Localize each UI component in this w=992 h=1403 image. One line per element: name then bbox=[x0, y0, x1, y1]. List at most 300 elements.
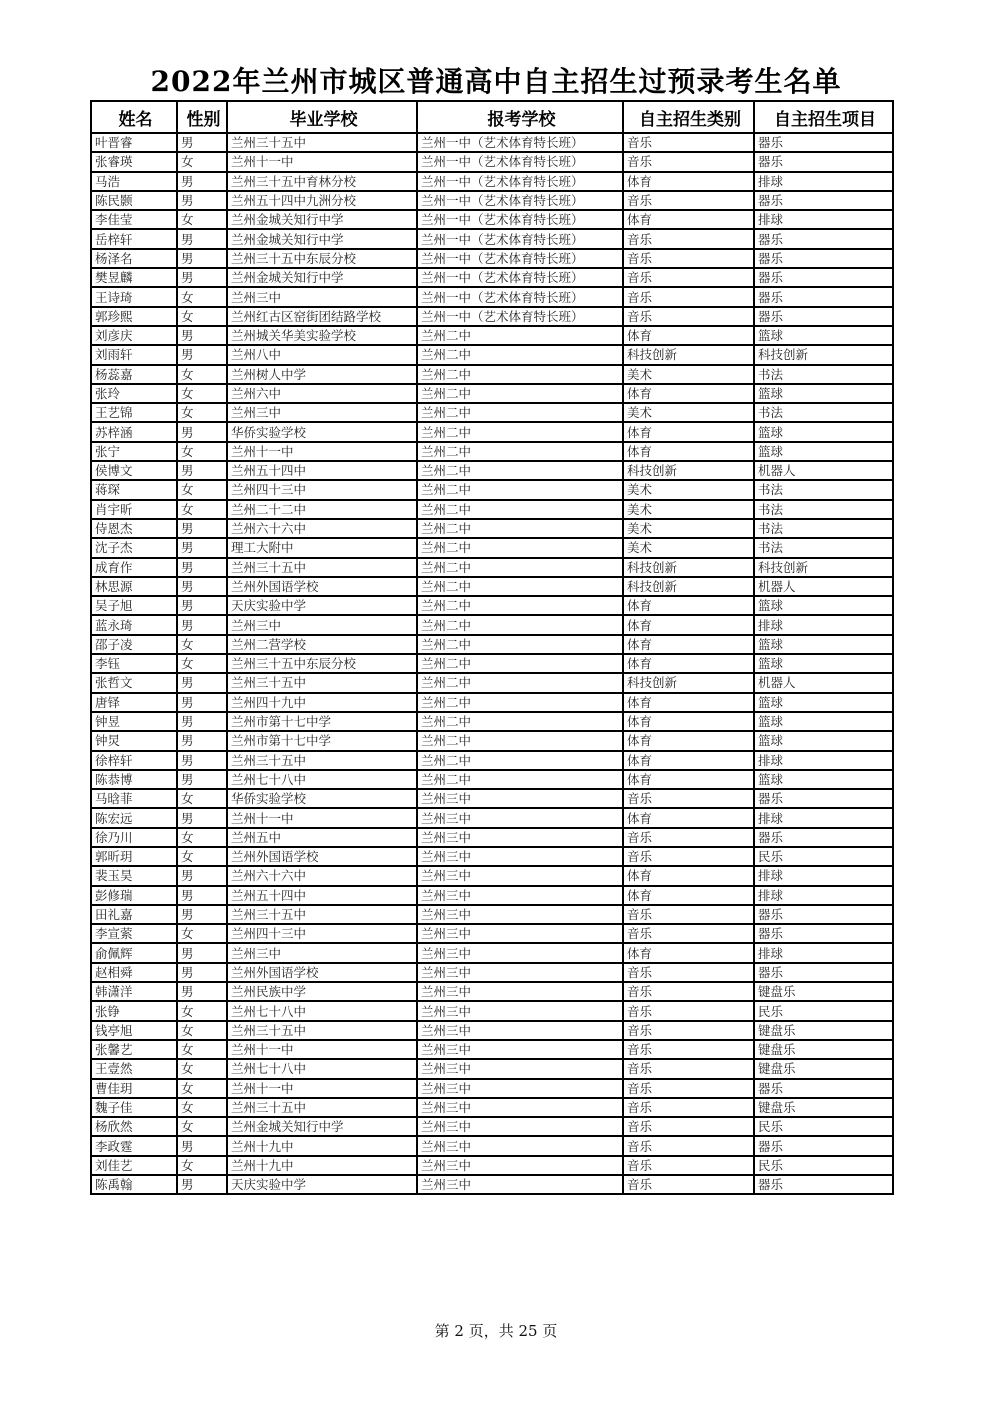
cell-graduate-school: 兰州八中 bbox=[227, 345, 417, 364]
cell-graduate-school: 兰州五十四中 bbox=[227, 461, 417, 480]
cell-gender: 男 bbox=[177, 693, 227, 712]
cell-applied-school: 兰州三中 bbox=[417, 1175, 623, 1194]
table-row bbox=[91, 866, 893, 885]
cell-name: 李宣萦 bbox=[91, 924, 177, 943]
cell-graduate-school: 兰州三十五中东辰分校 bbox=[227, 654, 417, 673]
cell-category: 体育 bbox=[623, 172, 754, 191]
cell-project: 排球 bbox=[754, 615, 893, 634]
cell-project: 器乐 bbox=[754, 1175, 893, 1194]
cell-name: 钟昱 bbox=[91, 712, 177, 731]
cell-graduate-school: 兰州十一中 bbox=[227, 442, 417, 461]
cell-project: 机器人 bbox=[754, 673, 893, 692]
cell-graduate-school: 兰州七十八中 bbox=[227, 1001, 417, 1020]
cell-gender: 男 bbox=[177, 133, 227, 152]
table-row bbox=[91, 461, 893, 480]
table-row bbox=[91, 1059, 893, 1078]
cell-name: 沈子杰 bbox=[91, 538, 177, 557]
cell-graduate-school: 兰州二营学校 bbox=[227, 635, 417, 654]
cell-applied-school: 兰州三中 bbox=[417, 847, 623, 866]
cell-category: 音乐 bbox=[623, 982, 754, 1001]
cell-graduate-school: 兰州三十五中 bbox=[227, 751, 417, 770]
cell-applied-school: 兰州一中（艺术体育特长班） bbox=[417, 152, 623, 171]
table-row bbox=[91, 442, 893, 461]
cell-name: 张宁 bbox=[91, 442, 177, 461]
cell-name: 蒋琛 bbox=[91, 480, 177, 499]
cell-gender: 女 bbox=[177, 828, 227, 847]
cell-name: 王诗琦 bbox=[91, 287, 177, 306]
cell-gender: 男 bbox=[177, 326, 227, 345]
cell-project: 器乐 bbox=[754, 1136, 893, 1155]
cell-project: 排球 bbox=[754, 751, 893, 770]
cell-name: 蓝永琦 bbox=[91, 615, 177, 634]
table-row bbox=[91, 905, 893, 924]
cell-category: 音乐 bbox=[623, 789, 754, 808]
cell-graduate-school: 兰州三中 bbox=[227, 943, 417, 962]
cell-name: 李钰 bbox=[91, 654, 177, 673]
cell-applied-school: 兰州二中 bbox=[417, 384, 623, 403]
cell-category: 美术 bbox=[623, 403, 754, 422]
table-row bbox=[91, 384, 893, 403]
cell-gender: 男 bbox=[177, 422, 227, 441]
table-row bbox=[91, 886, 893, 905]
cell-category: 音乐 bbox=[623, 268, 754, 287]
cell-applied-school: 兰州三中 bbox=[417, 1001, 623, 1020]
cell-category: 美术 bbox=[623, 500, 754, 519]
cell-applied-school: 兰州一中（艺术体育特长班） bbox=[417, 133, 623, 152]
cell-gender: 男 bbox=[177, 577, 227, 596]
cell-category: 音乐 bbox=[623, 1059, 754, 1078]
cell-category: 音乐 bbox=[623, 1021, 754, 1040]
cell-category: 音乐 bbox=[623, 1117, 754, 1136]
cell-graduate-school: 兰州十一中 bbox=[227, 152, 417, 171]
header-gender: 性别 bbox=[177, 101, 227, 133]
cell-gender: 男 bbox=[177, 982, 227, 1001]
cell-applied-school: 兰州二中 bbox=[417, 693, 623, 712]
cell-gender: 男 bbox=[177, 943, 227, 962]
cell-category: 音乐 bbox=[623, 152, 754, 171]
table-row bbox=[91, 1001, 893, 1020]
cell-graduate-school: 兰州十一中 bbox=[227, 808, 417, 827]
cell-category: 体育 bbox=[623, 635, 754, 654]
cell-project: 书法 bbox=[754, 365, 893, 384]
cell-graduate-school: 华侨实验学校 bbox=[227, 789, 417, 808]
cell-applied-school: 兰州三中 bbox=[417, 1098, 623, 1117]
cell-gender: 女 bbox=[177, 307, 227, 326]
cell-applied-school: 兰州二中 bbox=[417, 654, 623, 673]
cell-applied-school: 兰州二中 bbox=[417, 500, 623, 519]
cell-graduate-school: 兰州城关华美实验学校 bbox=[227, 326, 417, 345]
cell-project: 篮球 bbox=[754, 596, 893, 615]
cell-applied-school: 兰州三中 bbox=[417, 866, 623, 885]
cell-graduate-school: 兰州金城关知行中学 bbox=[227, 1117, 417, 1136]
cell-gender: 女 bbox=[177, 789, 227, 808]
table-row bbox=[91, 345, 893, 364]
cell-gender: 女 bbox=[177, 287, 227, 306]
cell-name: 彭修瑞 bbox=[91, 886, 177, 905]
cell-graduate-school: 兰州外国语学校 bbox=[227, 963, 417, 982]
cell-graduate-school: 兰州十九中 bbox=[227, 1136, 417, 1155]
cell-category: 音乐 bbox=[623, 924, 754, 943]
table-row bbox=[91, 172, 893, 191]
cell-gender: 男 bbox=[177, 963, 227, 982]
cell-applied-school: 兰州二中 bbox=[417, 558, 623, 577]
cell-applied-school: 兰州二中 bbox=[417, 422, 623, 441]
cell-applied-school: 兰州三中 bbox=[417, 1156, 623, 1175]
cell-name: 韩潇洋 bbox=[91, 982, 177, 1001]
table-row bbox=[91, 596, 893, 615]
cell-gender: 女 bbox=[177, 1021, 227, 1040]
cell-name: 陈宏远 bbox=[91, 808, 177, 827]
table-row bbox=[91, 403, 893, 422]
cell-name: 魏子佳 bbox=[91, 1098, 177, 1117]
cell-applied-school: 兰州一中（艺术体育特长班） bbox=[417, 307, 623, 326]
cell-category: 科技创新 bbox=[623, 577, 754, 596]
table-row bbox=[91, 210, 893, 229]
cell-project: 书法 bbox=[754, 519, 893, 538]
cell-category: 音乐 bbox=[623, 1156, 754, 1175]
cell-gender: 男 bbox=[177, 615, 227, 634]
cell-project: 器乐 bbox=[754, 789, 893, 808]
cell-gender: 男 bbox=[177, 229, 227, 248]
cell-gender: 男 bbox=[177, 519, 227, 538]
cell-graduate-school: 兰州五中 bbox=[227, 828, 417, 847]
cell-graduate-school: 兰州三十五中 bbox=[227, 1098, 417, 1117]
cell-project: 键盘乐 bbox=[754, 1021, 893, 1040]
cell-graduate-school: 兰州三中 bbox=[227, 615, 417, 634]
cell-applied-school: 兰州三中 bbox=[417, 1040, 623, 1059]
cell-applied-school: 兰州二中 bbox=[417, 538, 623, 557]
cell-graduate-school: 兰州十九中 bbox=[227, 1156, 417, 1175]
table-row bbox=[91, 828, 893, 847]
cell-graduate-school: 兰州四十三中 bbox=[227, 924, 417, 943]
cell-project: 篮球 bbox=[754, 712, 893, 731]
cell-graduate-school: 兰州六中 bbox=[227, 384, 417, 403]
cell-category: 体育 bbox=[623, 808, 754, 827]
cell-category: 科技创新 bbox=[623, 345, 754, 364]
cell-name: 马浩 bbox=[91, 172, 177, 191]
table-row bbox=[91, 1175, 893, 1194]
cell-applied-school: 兰州二中 bbox=[417, 635, 623, 654]
cell-name: 苏梓涵 bbox=[91, 422, 177, 441]
cell-name: 林思源 bbox=[91, 577, 177, 596]
cell-name: 田礼嘉 bbox=[91, 905, 177, 924]
cell-project: 器乐 bbox=[754, 133, 893, 152]
cell-project: 器乐 bbox=[754, 963, 893, 982]
cell-name: 李佳莹 bbox=[91, 210, 177, 229]
cell-gender: 男 bbox=[177, 712, 227, 731]
cell-category: 美术 bbox=[623, 538, 754, 557]
table-row bbox=[91, 789, 893, 808]
cell-gender: 男 bbox=[177, 731, 227, 750]
cell-name: 陈禹翰 bbox=[91, 1175, 177, 1194]
table-row bbox=[91, 538, 893, 557]
cell-applied-school: 兰州二中 bbox=[417, 673, 623, 692]
cell-graduate-school: 兰州十一中 bbox=[227, 1079, 417, 1098]
table-row bbox=[91, 847, 893, 866]
cell-category: 体育 bbox=[623, 886, 754, 905]
cell-applied-school: 兰州一中（艺术体育特长班） bbox=[417, 268, 623, 287]
header-project: 自主招生项目 bbox=[754, 101, 893, 133]
cell-name: 唐铎 bbox=[91, 693, 177, 712]
table-row bbox=[91, 422, 893, 441]
cell-graduate-school: 兰州树人中学 bbox=[227, 365, 417, 384]
cell-name: 徐乃川 bbox=[91, 828, 177, 847]
cell-gender: 男 bbox=[177, 1175, 227, 1194]
cell-gender: 男 bbox=[177, 866, 227, 885]
cell-project: 器乐 bbox=[754, 287, 893, 306]
cell-graduate-school: 兰州三十五中 bbox=[227, 133, 417, 152]
cell-applied-school: 兰州二中 bbox=[417, 751, 623, 770]
cell-graduate-school: 兰州三十五中 bbox=[227, 673, 417, 692]
cell-project: 键盘乐 bbox=[754, 982, 893, 1001]
cell-applied-school: 兰州三中 bbox=[417, 943, 623, 962]
cell-category: 体育 bbox=[623, 442, 754, 461]
table-row bbox=[91, 1079, 893, 1098]
cell-applied-school: 兰州二中 bbox=[417, 345, 623, 364]
table-row bbox=[91, 615, 893, 634]
cell-project: 书法 bbox=[754, 500, 893, 519]
table-row bbox=[91, 808, 893, 827]
table-row bbox=[91, 731, 893, 750]
cell-gender: 女 bbox=[177, 924, 227, 943]
cell-graduate-school: 兰州外国语学校 bbox=[227, 847, 417, 866]
cell-graduate-school: 兰州六十六中 bbox=[227, 866, 417, 885]
cell-gender: 男 bbox=[177, 461, 227, 480]
cell-applied-school: 兰州一中（艺术体育特长班） bbox=[417, 287, 623, 306]
cell-applied-school: 兰州二中 bbox=[417, 615, 623, 634]
cell-applied-school: 兰州二中 bbox=[417, 326, 623, 345]
cell-name: 钟炅 bbox=[91, 731, 177, 750]
cell-name: 王壹然 bbox=[91, 1059, 177, 1078]
cell-gender: 男 bbox=[177, 905, 227, 924]
cell-applied-school: 兰州二中 bbox=[417, 577, 623, 596]
cell-graduate-school: 兰州七十八中 bbox=[227, 1059, 417, 1078]
cell-project: 器乐 bbox=[754, 249, 893, 268]
table-row bbox=[91, 1156, 893, 1175]
cell-applied-school: 兰州一中（艺术体育特长班） bbox=[417, 210, 623, 229]
cell-project: 民乐 bbox=[754, 1117, 893, 1136]
cell-project: 排球 bbox=[754, 808, 893, 827]
cell-category: 体育 bbox=[623, 770, 754, 789]
cell-name: 张玲 bbox=[91, 384, 177, 403]
header-graduate-school: 毕业学校 bbox=[227, 101, 417, 133]
cell-category: 美术 bbox=[623, 480, 754, 499]
cell-project: 民乐 bbox=[754, 847, 893, 866]
table-row bbox=[91, 654, 893, 673]
cell-project: 器乐 bbox=[754, 307, 893, 326]
table-row bbox=[91, 751, 893, 770]
cell-name: 杨泽名 bbox=[91, 249, 177, 268]
table-row bbox=[91, 1021, 893, 1040]
cell-applied-school: 兰州三中 bbox=[417, 828, 623, 847]
cell-project: 器乐 bbox=[754, 905, 893, 924]
cell-category: 科技创新 bbox=[623, 673, 754, 692]
cell-project: 器乐 bbox=[754, 1079, 893, 1098]
cell-applied-school: 兰州三中 bbox=[417, 1059, 623, 1078]
cell-graduate-school: 兰州四十九中 bbox=[227, 693, 417, 712]
cell-graduate-school: 兰州民族中学 bbox=[227, 982, 417, 1001]
cell-applied-school: 兰州三中 bbox=[417, 1117, 623, 1136]
cell-name: 吴子旭 bbox=[91, 596, 177, 615]
cell-graduate-school: 天庆实验中学 bbox=[227, 1175, 417, 1194]
table-row bbox=[91, 1040, 893, 1059]
cell-project: 书法 bbox=[754, 538, 893, 557]
table-row bbox=[91, 365, 893, 384]
cell-project: 篮球 bbox=[754, 384, 893, 403]
cell-gender: 男 bbox=[177, 249, 227, 268]
cell-category: 音乐 bbox=[623, 307, 754, 326]
cell-applied-school: 兰州二中 bbox=[417, 480, 623, 499]
cell-graduate-school: 兰州三十五中育林分校 bbox=[227, 172, 417, 191]
table-row bbox=[91, 133, 893, 152]
cell-project: 排球 bbox=[754, 943, 893, 962]
cell-category: 体育 bbox=[623, 422, 754, 441]
cell-project: 器乐 bbox=[754, 229, 893, 248]
cell-gender: 女 bbox=[177, 480, 227, 499]
table-row bbox=[91, 287, 893, 306]
table-row bbox=[91, 191, 893, 210]
cell-applied-school: 兰州三中 bbox=[417, 982, 623, 1001]
cell-project: 民乐 bbox=[754, 1156, 893, 1175]
table-row bbox=[91, 693, 893, 712]
page-number: 第 2 页，共 25 页 bbox=[434, 1322, 558, 1340]
cell-graduate-school: 兰州五十四中 bbox=[227, 886, 417, 905]
cell-applied-school: 兰州二中 bbox=[417, 770, 623, 789]
cell-applied-school: 兰州二中 bbox=[417, 442, 623, 461]
header-applied-school: 报考学校 bbox=[417, 101, 623, 133]
cell-gender: 女 bbox=[177, 152, 227, 171]
cell-project: 排球 bbox=[754, 886, 893, 905]
cell-project: 篮球 bbox=[754, 326, 893, 345]
cell-name: 刘佳艺 bbox=[91, 1156, 177, 1175]
cell-project: 键盘乐 bbox=[754, 1040, 893, 1059]
cell-project: 排球 bbox=[754, 866, 893, 885]
cell-name: 曹佳玥 bbox=[91, 1079, 177, 1098]
cell-applied-school: 兰州三中 bbox=[417, 963, 623, 982]
cell-category: 体育 bbox=[623, 384, 754, 403]
cell-category: 体育 bbox=[623, 731, 754, 750]
table-row bbox=[91, 1136, 893, 1155]
cell-graduate-school: 兰州五十四中九洲分校 bbox=[227, 191, 417, 210]
cell-graduate-school: 兰州十一中 bbox=[227, 1040, 417, 1059]
cell-category: 音乐 bbox=[623, 1098, 754, 1117]
cell-category: 体育 bbox=[623, 326, 754, 345]
cell-project: 科技创新 bbox=[754, 345, 893, 364]
cell-gender: 女 bbox=[177, 635, 227, 654]
table-row bbox=[91, 229, 893, 248]
cell-graduate-school: 兰州四十三中 bbox=[227, 480, 417, 499]
cell-project: 篮球 bbox=[754, 731, 893, 750]
cell-graduate-school: 兰州七十八中 bbox=[227, 770, 417, 789]
cell-name: 岳梓轩 bbox=[91, 229, 177, 248]
cell-graduate-school: 兰州红古区窑街团结路学校 bbox=[227, 307, 417, 326]
cell-project: 器乐 bbox=[754, 191, 893, 210]
cell-applied-school: 兰州一中（艺术体育特长班） bbox=[417, 191, 623, 210]
header-category: 自主招生类别 bbox=[623, 101, 754, 133]
admission-list-table bbox=[90, 100, 894, 1195]
cell-name: 肖宇昕 bbox=[91, 500, 177, 519]
cell-gender: 男 bbox=[177, 808, 227, 827]
table-row bbox=[91, 326, 893, 345]
table-row bbox=[91, 268, 893, 287]
cell-category: 体育 bbox=[623, 712, 754, 731]
cell-project: 篮球 bbox=[754, 654, 893, 673]
cell-project: 篮球 bbox=[754, 442, 893, 461]
cell-gender: 女 bbox=[177, 365, 227, 384]
cell-graduate-school: 兰州金城关知行中学 bbox=[227, 229, 417, 248]
cell-gender: 女 bbox=[177, 500, 227, 519]
cell-category: 音乐 bbox=[623, 1136, 754, 1155]
cell-gender: 男 bbox=[177, 268, 227, 287]
table-row bbox=[91, 1117, 893, 1136]
cell-category: 音乐 bbox=[623, 229, 754, 248]
cell-graduate-school: 兰州市第十七中学 bbox=[227, 731, 417, 750]
cell-category: 音乐 bbox=[623, 963, 754, 982]
cell-gender: 女 bbox=[177, 1079, 227, 1098]
cell-category: 音乐 bbox=[623, 191, 754, 210]
cell-applied-school: 兰州三中 bbox=[417, 1079, 623, 1098]
cell-graduate-school: 兰州三中 bbox=[227, 403, 417, 422]
cell-category: 音乐 bbox=[623, 1175, 754, 1194]
cell-name: 张铮 bbox=[91, 1001, 177, 1020]
cell-gender: 女 bbox=[177, 1059, 227, 1078]
table-row bbox=[91, 963, 893, 982]
cell-project: 民乐 bbox=[754, 1001, 893, 1020]
cell-applied-school: 兰州三中 bbox=[417, 1021, 623, 1040]
cell-name: 叶晋睿 bbox=[91, 133, 177, 152]
cell-gender: 男 bbox=[177, 886, 227, 905]
cell-name: 徐梓轩 bbox=[91, 751, 177, 770]
table-row bbox=[91, 558, 893, 577]
cell-name: 王艺锦 bbox=[91, 403, 177, 422]
cell-graduate-school: 兰州六十六中 bbox=[227, 519, 417, 538]
cell-applied-school: 兰州三中 bbox=[417, 905, 623, 924]
cell-applied-school: 兰州三中 bbox=[417, 808, 623, 827]
cell-gender: 男 bbox=[177, 558, 227, 577]
cell-project: 键盘乐 bbox=[754, 1059, 893, 1078]
cell-category: 音乐 bbox=[623, 828, 754, 847]
cell-gender: 女 bbox=[177, 1156, 227, 1175]
table-row bbox=[91, 249, 893, 268]
cell-gender: 女 bbox=[177, 442, 227, 461]
cell-gender: 男 bbox=[177, 596, 227, 615]
cell-name: 刘彦庆 bbox=[91, 326, 177, 345]
cell-name: 张馨艺 bbox=[91, 1040, 177, 1059]
cell-graduate-school: 兰州市第十七中学 bbox=[227, 712, 417, 731]
cell-category: 体育 bbox=[623, 866, 754, 885]
cell-category: 美术 bbox=[623, 519, 754, 538]
header-name: 姓名 bbox=[91, 101, 177, 133]
cell-gender: 女 bbox=[177, 384, 227, 403]
cell-applied-school: 兰州二中 bbox=[417, 403, 623, 422]
cell-name: 郭珍熙 bbox=[91, 307, 177, 326]
cell-category: 美术 bbox=[623, 365, 754, 384]
cell-category: 科技创新 bbox=[623, 461, 754, 480]
cell-gender: 男 bbox=[177, 770, 227, 789]
cell-name: 马晗菲 bbox=[91, 789, 177, 808]
cell-graduate-school: 华侨实验学校 bbox=[227, 422, 417, 441]
cell-applied-school: 兰州二中 bbox=[417, 519, 623, 538]
cell-name: 樊昱麟 bbox=[91, 268, 177, 287]
cell-project: 器乐 bbox=[754, 924, 893, 943]
cell-gender: 男 bbox=[177, 751, 227, 770]
cell-gender: 女 bbox=[177, 210, 227, 229]
cell-graduate-school: 天庆实验中学 bbox=[227, 596, 417, 615]
cell-category: 音乐 bbox=[623, 1040, 754, 1059]
cell-gender: 男 bbox=[177, 673, 227, 692]
cell-project: 科技创新 bbox=[754, 558, 893, 577]
cell-name: 赵相舜 bbox=[91, 963, 177, 982]
